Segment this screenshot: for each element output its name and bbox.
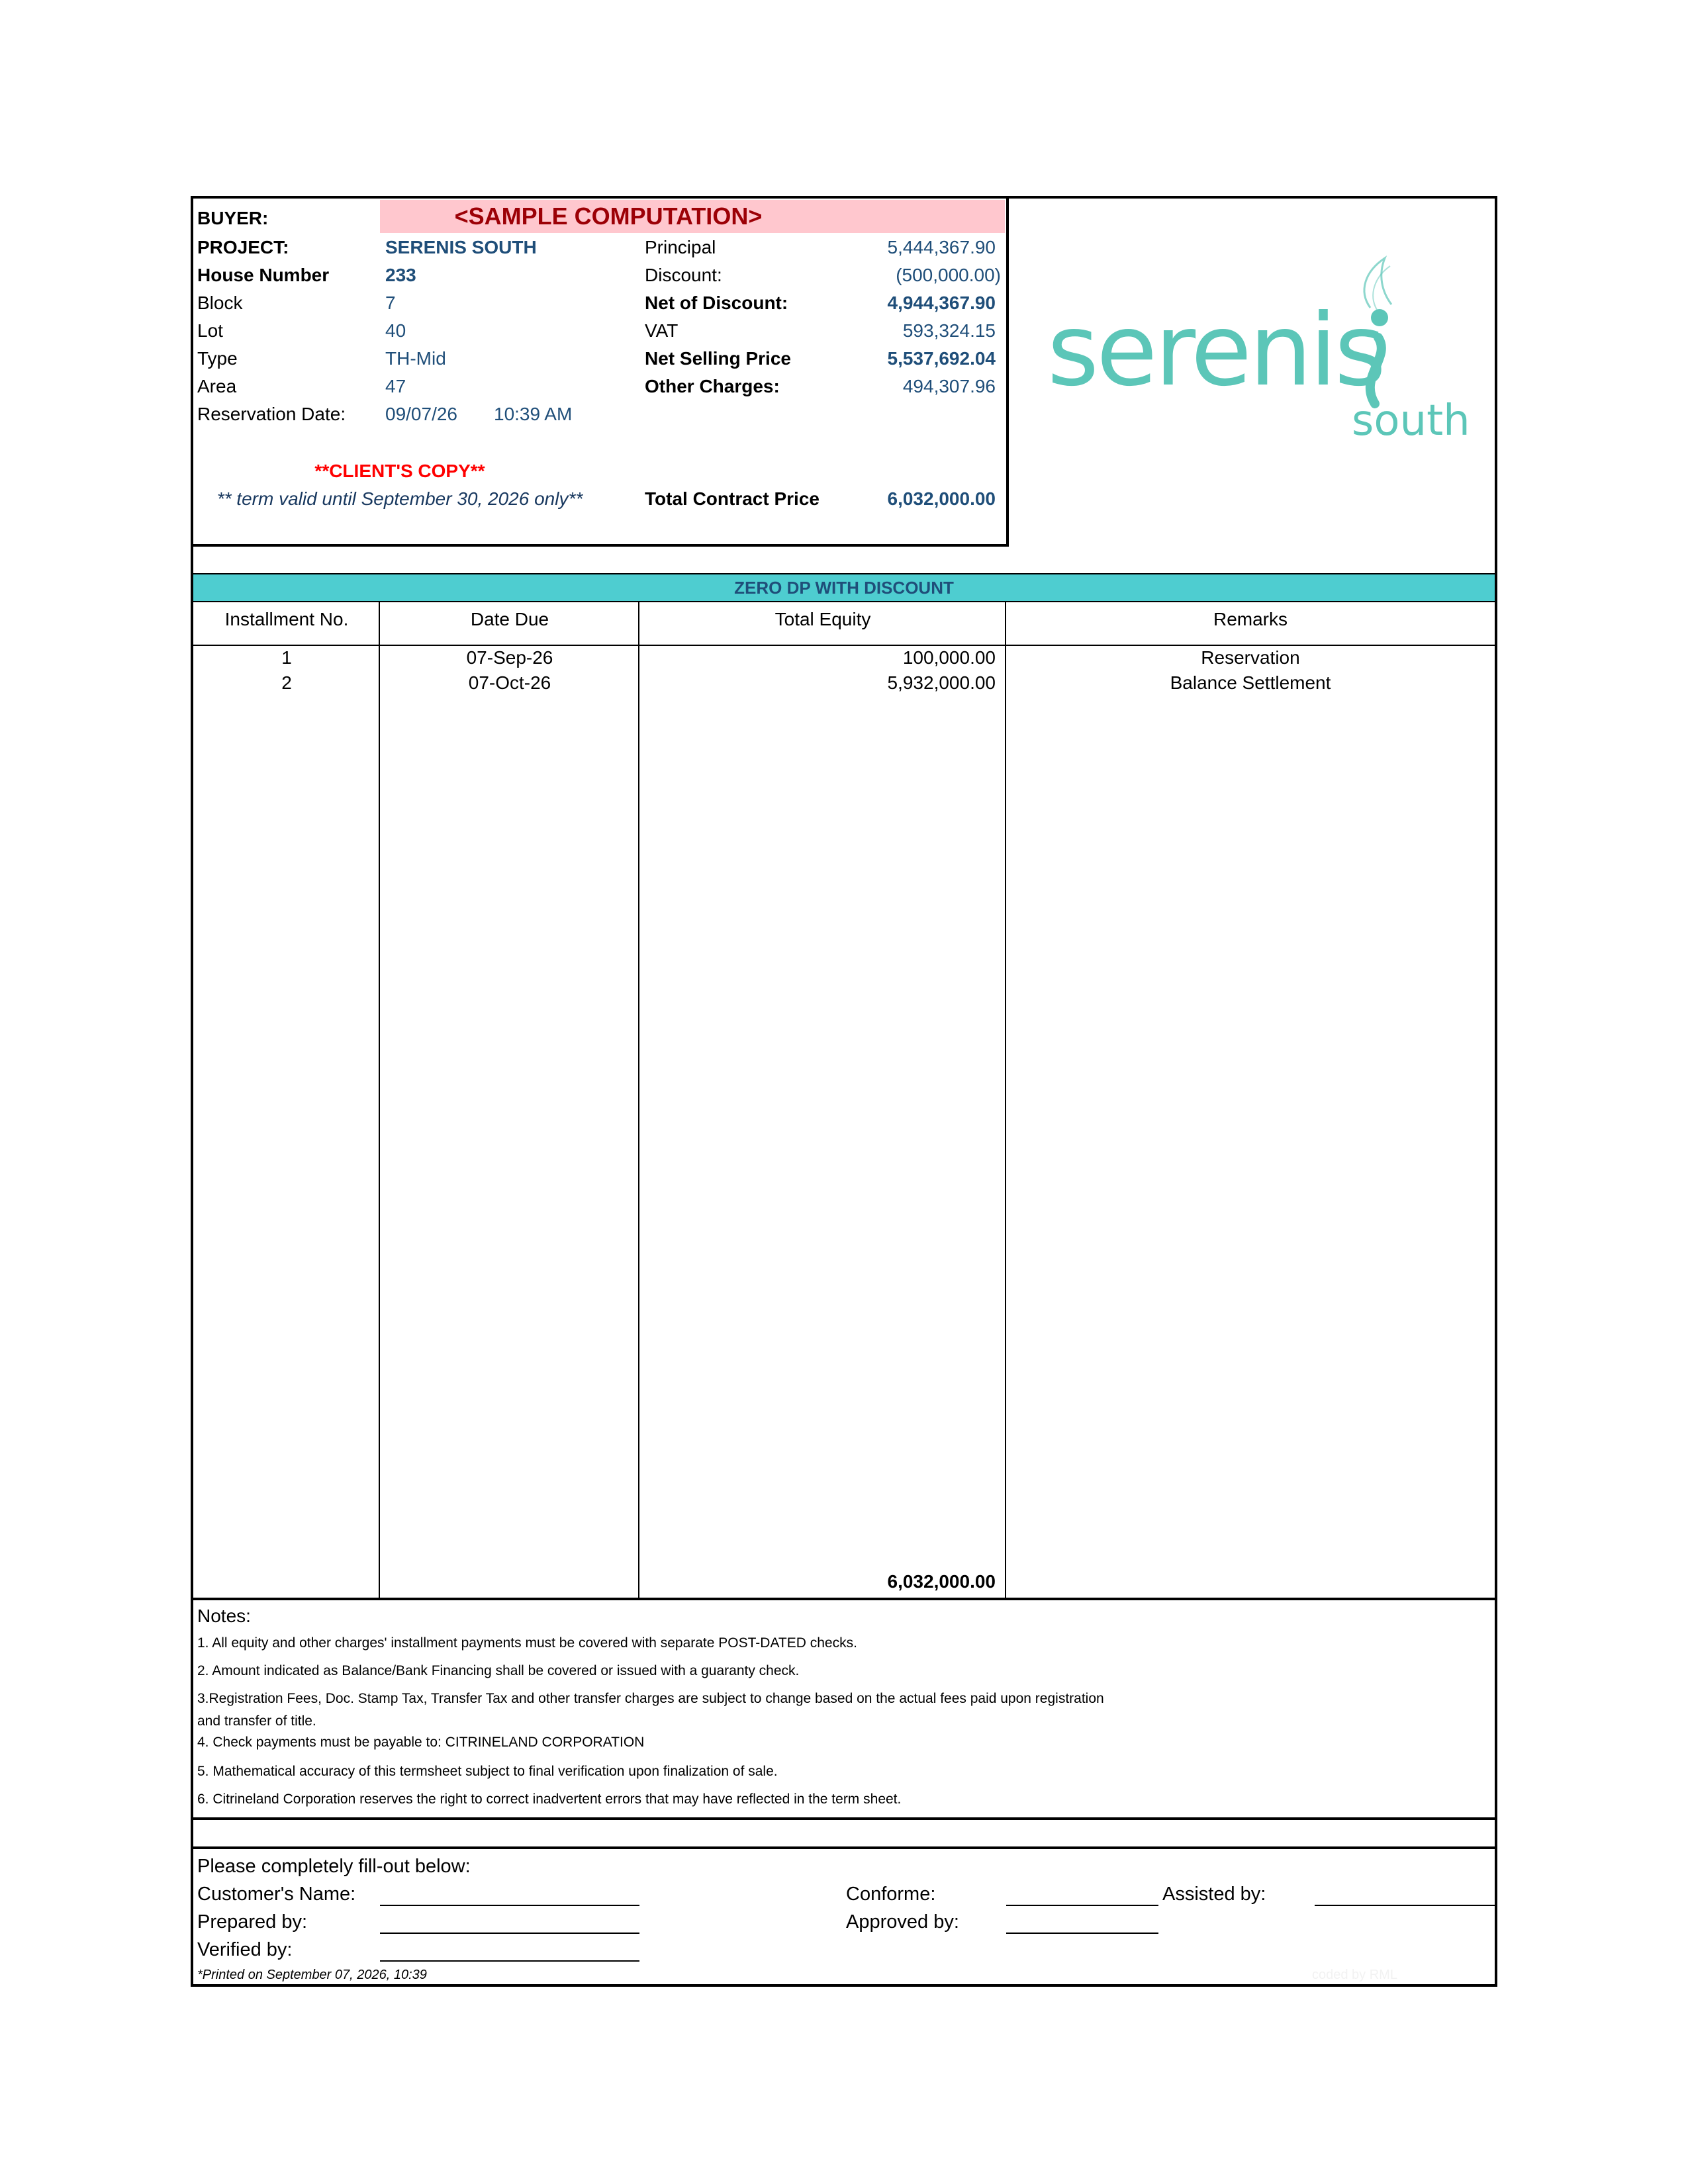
note-3-cont: and transfer of title. bbox=[197, 1713, 316, 1729]
col-divider-1 bbox=[379, 601, 380, 1599]
col-divider-3 bbox=[1005, 601, 1006, 1599]
schedule-title-bottom bbox=[193, 601, 1495, 602]
serenis-south-logo bbox=[1047, 245, 1471, 470]
net-of-discount-value: 4,944,367.90 bbox=[887, 293, 996, 313]
total-contract-price-label: Total Contract Price bbox=[645, 488, 820, 509]
header-bottom-border bbox=[193, 544, 1009, 547]
total-contract-price-value: 6,032,000.00 bbox=[887, 488, 996, 509]
net-selling-price-value: 5,537,692.04 bbox=[887, 348, 996, 369]
note-5: 5. Mathematical accuracy of this termsheet subject to final verification upon finalization of sale. bbox=[197, 1764, 778, 1779]
sample-computation-title: <SAMPLE COMPUTATION> bbox=[454, 203, 763, 230]
block-label: Block bbox=[197, 293, 243, 313]
verified-by-label: Verified by: bbox=[197, 1939, 293, 1960]
term-valid-note: ** term valid until September 30, 2026 only** bbox=[216, 488, 583, 509]
row-1-no: 1 bbox=[281, 647, 292, 668]
row-2-remarks: Balance Settlement bbox=[1170, 672, 1331, 693]
area-label: Area bbox=[197, 376, 237, 396]
principal-value: 5,444,367.90 bbox=[887, 237, 996, 257]
notes-title: Notes: bbox=[197, 1606, 251, 1626]
row-2-no: 2 bbox=[281, 672, 292, 693]
reservation-date-label: Reservation Date: bbox=[197, 404, 346, 424]
project-value: SERENIS SOUTH bbox=[385, 237, 537, 257]
note-6: 6. Citrineland Corporation reserves the right to correct inadvertent errors that may have reflected in the term sheet. bbox=[197, 1792, 902, 1807]
note-1: 1. All equity and other charges' installment payments must be covered with separate POST-DATED checks. bbox=[197, 1635, 857, 1651]
block-value: 7 bbox=[385, 293, 396, 313]
logo-subword: south bbox=[1352, 396, 1470, 445]
area-value: 47 bbox=[385, 376, 406, 396]
col-header-total-equity: Total Equity bbox=[774, 609, 871, 629]
notes-bottom-border bbox=[193, 1817, 1495, 1820]
schedule-bottom-border bbox=[193, 1598, 1495, 1600]
type-label: Type bbox=[197, 348, 238, 369]
prepared-by-label: Prepared by: bbox=[197, 1911, 308, 1933]
row-2-amount: 5,932,000.00 bbox=[887, 672, 996, 693]
logo-wordmark: serenis bbox=[1047, 293, 1383, 408]
col-divider-2 bbox=[638, 601, 639, 1599]
conforme-field[interactable] bbox=[1006, 1905, 1158, 1906]
type-value: TH-Mid bbox=[385, 348, 446, 369]
customer-name-label: Customer's Name: bbox=[197, 1884, 356, 1905]
approved-by-field[interactable] bbox=[1006, 1933, 1158, 1934]
conforme-label: Conforme: bbox=[846, 1884, 936, 1905]
reservation-date-value: 09/07/26 bbox=[385, 404, 457, 424]
coded-by-note: coded by RML bbox=[1312, 1968, 1397, 1982]
customer-name-field[interactable] bbox=[380, 1905, 639, 1906]
schedule-title: ZERO DP WITH DISCOUNT bbox=[734, 578, 954, 598]
note-4: 4. Check payments must be payable to: CITRINELAND CORPORATION bbox=[197, 1735, 645, 1750]
col-header-date-due: Date Due bbox=[470, 609, 549, 629]
printed-on-note: *Printed on September 07, 2026, 10:39 bbox=[197, 1968, 427, 1982]
house-number-value: 233 bbox=[385, 265, 416, 285]
clients-copy-label: **CLIENT'S COPY** bbox=[314, 461, 485, 481]
other-charges-value: 494,307.96 bbox=[902, 376, 996, 396]
assisted-by-field[interactable] bbox=[1315, 1905, 1495, 1906]
buyer-label: BUYER: bbox=[197, 208, 269, 228]
reservation-time-value: 10:39 AM bbox=[494, 404, 573, 424]
row-1-date: 07-Sep-26 bbox=[466, 647, 553, 668]
discount-label: Discount: bbox=[645, 265, 722, 285]
house-number-label: House Number bbox=[197, 265, 330, 285]
prepared-by-field[interactable] bbox=[380, 1933, 639, 1934]
note-2: 2. Amount indicated as Balance/Bank Financing shall be covered or issued with a guaranty check. bbox=[197, 1663, 800, 1678]
principal-label: Principal bbox=[645, 237, 716, 257]
discount-value: (500,000.00) bbox=[896, 265, 1001, 285]
other-charges-label: Other Charges: bbox=[645, 376, 780, 396]
col-header-installment: Installment No. bbox=[224, 609, 349, 629]
approved-by-label: Approved by: bbox=[846, 1911, 959, 1933]
fill-out-instruction: Please completely fill-out below: bbox=[197, 1856, 471, 1877]
note-3: 3.Registration Fees, Doc. Stamp Tax, Transfer Tax and other transfer charges are subject to change based on the actual fees paid upon registration bbox=[197, 1691, 1104, 1706]
term-sheet bbox=[191, 196, 1497, 1987]
header-right-border bbox=[1006, 199, 1009, 547]
net-selling-price-label: Net Selling Price bbox=[645, 348, 791, 369]
row-1-amount: 100,000.00 bbox=[902, 647, 996, 668]
signoff-top-border bbox=[193, 1846, 1495, 1849]
row-1-remarks: Reservation bbox=[1201, 647, 1300, 668]
lot-label: Lot bbox=[197, 320, 223, 341]
vat-value: 593,324.15 bbox=[902, 320, 996, 341]
project-label: PROJECT: bbox=[197, 237, 289, 257]
assisted-by-label: Assisted by: bbox=[1162, 1884, 1266, 1905]
net-of-discount-label: Net of Discount: bbox=[645, 293, 788, 313]
lot-value: 40 bbox=[385, 320, 406, 341]
vat-label: VAT bbox=[645, 320, 679, 341]
row-2-date: 07-Oct-26 bbox=[468, 672, 551, 693]
col-header-remarks: Remarks bbox=[1213, 609, 1288, 629]
schedule-total: 6,032,000.00 bbox=[887, 1571, 996, 1592]
verified-by-field[interactable] bbox=[380, 1960, 639, 1962]
